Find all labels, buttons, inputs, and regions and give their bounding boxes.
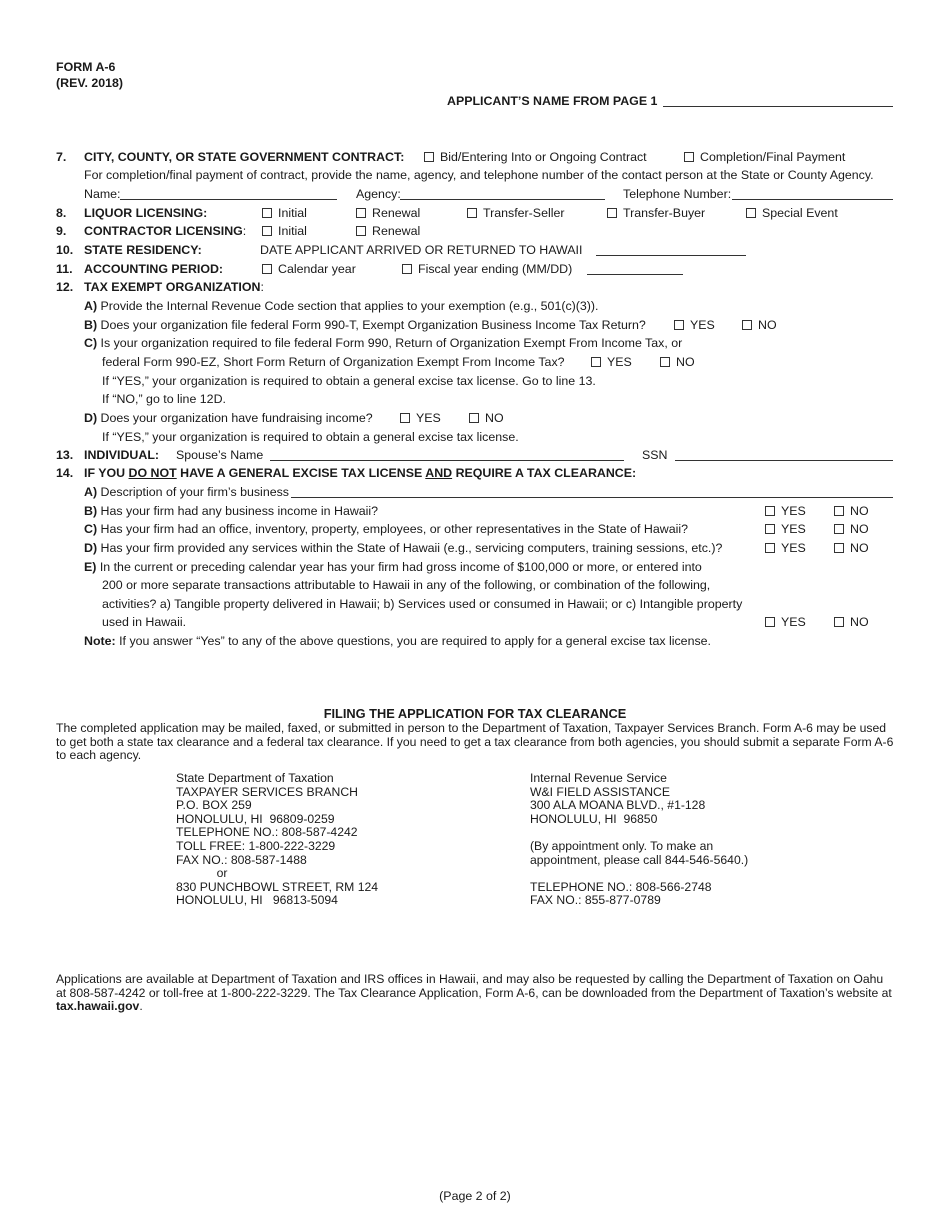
q9-label: CONTRACTOR LICENSING: — [84, 224, 247, 238]
q12b-no[interactable]: NO — [742, 318, 777, 333]
q12-label: TAX EXEMPT ORGANIZATION: — [84, 280, 264, 294]
q11-fiscal-date-field[interactable] — [587, 274, 683, 275]
website-link[interactable]: tax.hawaii.gov — [56, 999, 140, 1014]
q13-number: 13. — [56, 448, 74, 462]
q14e-no[interactable]: NO — [834, 615, 869, 630]
filing-title: FILING THE APPLICATION FOR TAX CLEARANCE — [323, 706, 627, 721]
q7-option-bid[interactable]: Bid/Entering Into or Ongoing Contract — [424, 150, 647, 165]
q9-number: 9. — [56, 224, 67, 238]
applicant-name-field[interactable] — [663, 106, 893, 107]
q7-label: CITY, COUNTY, OR STATE GOVERNMENT CONTRACT: — [84, 150, 405, 164]
checkbox[interactable] — [834, 543, 844, 553]
q14a-business-field[interactable] — [291, 497, 893, 498]
q12c-no[interactable]: NO — [660, 355, 695, 370]
applicant-name-label: APPLICANT’S NAME FROM PAGE 1 — [447, 94, 658, 108]
q9-option-initial[interactable]: Initial — [262, 224, 307, 239]
q7-agency-label: Agency: — [356, 187, 401, 201]
q14b-question: B) Has your firm had any business income in Hawaii? — [84, 504, 379, 518]
q12c-question: C) Is your organization required to file federal Form 990, Return of Organization Exempt From Income Tax, or — [84, 336, 683, 350]
state-tax-address: State Department of Taxation TAXPAYER SERVICES BRANCH P.O. BOX 259 HONOLULU, HI 96809-0259 TELEPHONE NO.: 808-587-4242 TOLL FREE: 1-800-222-3229 FAX NO.: 808-587-1488 or 830 PUNCHBOWL STREET, RM 124 HONOLULU, HI 96813-5094 — [176, 771, 379, 908]
q7-agency-field[interactable] — [400, 199, 605, 200]
q14-number: 14. — [56, 466, 74, 480]
q12b-question: B) Does your organization file federal Form 990-T, Exempt Organization Business Income Tax Return? — [84, 318, 646, 332]
q12c-yes-note: If “YES,” your organization is required to obtain a general excise tax license. Go to line 13. — [102, 374, 596, 388]
checkbox[interactable] — [834, 524, 844, 534]
checkbox[interactable] — [424, 152, 434, 162]
q12-number: 12. — [56, 280, 74, 294]
q12d-yes[interactable]: YES — [400, 411, 441, 426]
q12a-question: A) Provide the Internal Revenue Code section that applies to your exemption (e.g., 501(c)(3)). — [84, 299, 599, 313]
checkbox[interactable] — [765, 506, 775, 516]
checkbox[interactable] — [400, 413, 410, 423]
q10-text: DATE APPLICANT ARRIVED OR RETURNED TO HAWAII — [260, 243, 583, 257]
checkbox[interactable] — [674, 320, 684, 330]
q10-label: STATE RESIDENCY: — [84, 243, 202, 257]
q14d-no[interactable]: NO — [834, 541, 869, 556]
q14a-question: A) Description of your firm’s business — [84, 485, 289, 499]
checkbox[interactable] — [765, 617, 775, 627]
q8-option-transfer-buyer[interactable]: Transfer-Buyer — [607, 206, 705, 221]
q9-option-renewal[interactable]: Renewal — [356, 224, 420, 239]
q11-label: ACCOUNTING PERIOD: — [84, 262, 224, 276]
q14e-line4: used in Hawaii. — [102, 615, 187, 629]
q12c-question-line2: federal Form 990-EZ, Short Form Return of Organization Exempt From Income Tax? — [102, 355, 565, 369]
q14e-line2: 200 or more separate transactions attributable to Hawaii in any of the following, or combination of the following, — [102, 578, 711, 592]
q14b-no[interactable]: NO — [834, 504, 869, 519]
q12c-yes[interactable]: YES — [591, 355, 632, 370]
checkbox[interactable] — [469, 413, 479, 423]
q14e-yes[interactable]: YES — [765, 615, 806, 630]
q8-option-special-event[interactable]: Special Event — [746, 206, 838, 221]
q13-ssn-label: SSN — [642, 448, 668, 462]
q14c-question: C) Has your firm had an office, inventory, property, employees, or other representatives in the State of Hawaii? — [84, 522, 689, 536]
checkbox[interactable] — [607, 208, 617, 218]
checkbox[interactable] — [262, 226, 272, 236]
q13-label: INDIVIDUAL: — [84, 448, 160, 462]
q14c-yes[interactable]: YES — [765, 522, 806, 537]
q8-label: LIQUOR LICENSING: — [84, 206, 208, 220]
q12b-yes[interactable]: YES — [674, 318, 715, 333]
checkbox[interactable] — [591, 357, 601, 367]
checkbox[interactable] — [356, 208, 366, 218]
filing-paragraph: The completed application may be mailed, faxed, or submitted in person to the Department of Taxation, Taxpayer Services Branch. Form A-6 may be used to get both a state tax clearance and a federal tax clearance. If you need to get a tax clearance from both agencies, you should submit a separate Form A-6 to each agency. — [56, 721, 894, 763]
page-number: (Page 2 of 2) — [439, 1189, 511, 1203]
checkbox[interactable] — [660, 357, 670, 367]
q14d-question: D) Has your firm provided any services within the State of Hawaii (e.g., servicing computers, training sessions, etc.)? — [84, 541, 723, 555]
checkbox[interactable] — [684, 152, 694, 162]
q12c-no-note: If “NO,” go to line 12D. — [102, 392, 226, 406]
q7-instruction: For completion/final payment of contract, provide the name, agency, and telephone number of the contact person at the State or County Agency. — [84, 168, 874, 182]
q12d-note: If “YES,” your organization is required to obtain a general excise tax license. — [102, 430, 519, 444]
checkbox[interactable] — [356, 226, 366, 236]
form-number: FORM A-6 — [56, 60, 116, 74]
q7-number: 7. — [56, 150, 67, 164]
q12d-question: D) Does your organization have fundraising income? — [84, 411, 373, 425]
availability-paragraph: Applications are available at Department of Taxation and IRS offices in Hawaii, and may also be requested by calling the Department of Taxation on Oahu at 808-587-4242 or toll-free at 1-800-222-3229. The Tax Clearance Application, Form A-6, can be downloaded from the Department of Taxation’s website at tax.hawaii.gov. — [56, 972, 892, 1014]
q14e-question: E) In the current or preceding calendar year has your firm had gross income of $100,000 or more, or entered into — [84, 560, 702, 574]
q7-phone-label: Telephone Number: — [623, 187, 732, 201]
q11-number: 11. — [56, 262, 73, 276]
q13-spouse-label: Spouse’s Name — [176, 448, 264, 462]
checkbox[interactable] — [765, 524, 775, 534]
q7-name-field[interactable] — [120, 199, 337, 200]
q8-option-renewal[interactable]: Renewal — [356, 206, 420, 221]
q8-option-transfer-seller[interactable]: Transfer-Seller — [467, 206, 564, 221]
q11-option-calendar[interactable]: Calendar year — [262, 262, 356, 277]
q14-note: Note: If you answer “Yes” to any of the above questions, you are required to apply for a general excise tax license. — [84, 634, 711, 648]
q7-option-completion[interactable]: Completion/Final Payment — [684, 150, 845, 165]
checkbox[interactable] — [834, 506, 844, 516]
q8-option-initial[interactable]: Initial — [262, 206, 307, 221]
q14c-no[interactable]: NO — [834, 522, 869, 537]
checkbox[interactable] — [765, 543, 775, 553]
checkbox[interactable] — [746, 208, 756, 218]
q7-name-label: Name: — [84, 187, 121, 201]
q10-number: 10. — [56, 243, 74, 257]
q10-date-field[interactable] — [596, 255, 746, 256]
q8-number: 8. — [56, 206, 67, 220]
irs-address: Internal Revenue Service W&I FIELD ASSISTANCE 300 ALA MOANA BLVD., #1-128 HONOLULU, HI 96850 (By appointment only. To make an appointment, please call 844-546-5640.) TELEPHONE NO.: 808-566-2748 FAX NO.: 855-877-0789 — [530, 771, 749, 908]
form-revision: (REV. 2018) — [56, 76, 124, 90]
q7-phone-field[interactable] — [732, 199, 893, 200]
q14e-line3: activities? a) Tangible property delivered in Hawaii; b) Services used or consumed in Hawaii; or c) Intangible property — [102, 597, 743, 611]
q14-heading: IF YOU DO NOT HAVE A GENERAL EXCISE TAX LICENSE AND REQUIRE A TAX CLEARANCE: — [84, 466, 637, 480]
q14d-yes[interactable]: YES — [765, 541, 806, 556]
q14b-yes[interactable]: YES — [765, 504, 806, 519]
checkbox[interactable] — [834, 617, 844, 627]
q12d-no[interactable]: NO — [469, 411, 504, 426]
q13-spouse-field[interactable] — [270, 460, 624, 461]
q13-ssn-field[interactable] — [675, 460, 893, 461]
checkbox[interactable] — [262, 208, 272, 218]
checkbox[interactable] — [402, 264, 412, 274]
checkbox[interactable] — [742, 320, 752, 330]
checkbox[interactable] — [467, 208, 477, 218]
checkbox[interactable] — [262, 264, 272, 274]
q11-option-fiscal[interactable]: Fiscal year ending (MM/DD) — [402, 262, 572, 277]
